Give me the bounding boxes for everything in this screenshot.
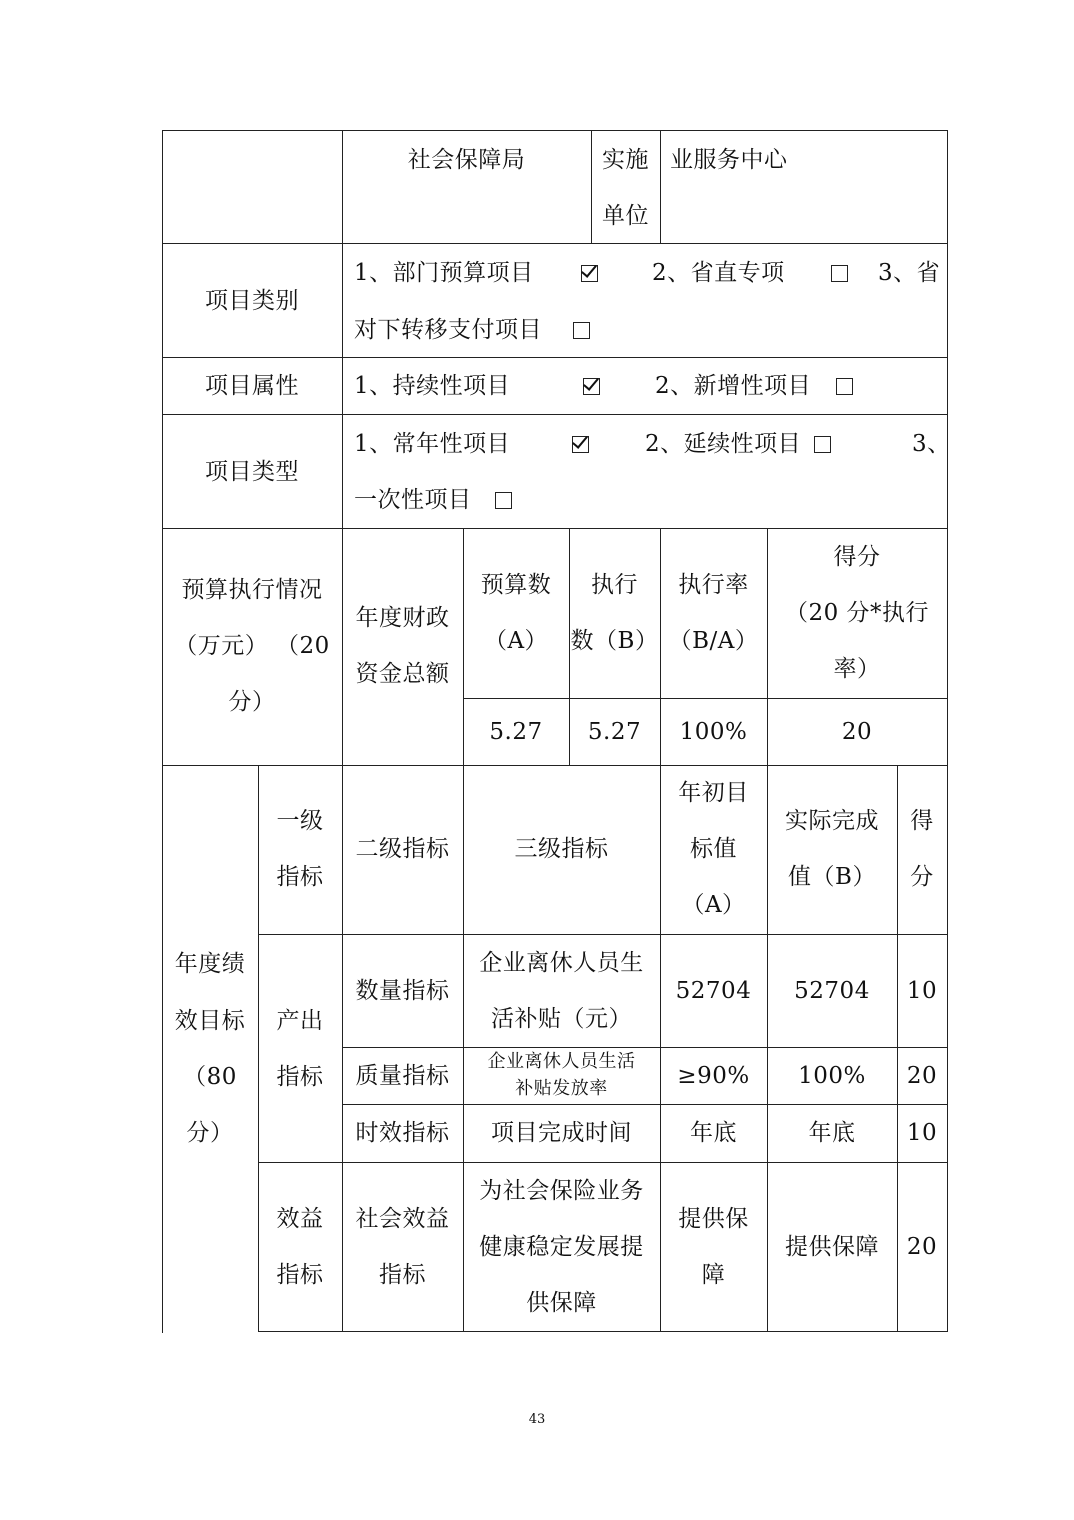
- budget-value-a: 5.27: [489, 719, 543, 745]
- header-actual-line2: 值（B）: [788, 864, 876, 890]
- checkbox-empty-icon: [836, 378, 853, 395]
- project-category-option-1: [354, 259, 534, 287]
- header-actual-line1: 实际完成: [785, 808, 879, 834]
- checkbox-empty-icon: [814, 436, 831, 453]
- performance-label-line2: 效目标: [174, 1008, 246, 1034]
- budget-label-line1: 预算执行情况: [181, 577, 323, 603]
- row-actual: 52704: [794, 978, 870, 1004]
- header-target-line1: 年初目: [678, 780, 749, 806]
- project-category-option-3-part2: 对下转移支付项目: [354, 317, 542, 343]
- benefit-target-line2: 障: [701, 1262, 726, 1288]
- budget-label-line3: 分）: [228, 689, 276, 715]
- output-level1-line2: 指标: [276, 1064, 324, 1090]
- budget-col-score-line2: （20 分*执行: [784, 600, 930, 626]
- budget-col-score-line3: 率）: [833, 656, 881, 682]
- row-actual: 100%: [798, 1063, 866, 1089]
- benefit-score: 20: [906, 1234, 938, 1260]
- benefit-level1-line1: 效益: [276, 1206, 324, 1232]
- row-level2: 质量指标: [355, 1063, 450, 1089]
- header-target-line3: （A）: [681, 892, 746, 918]
- project-type-option-3-part1: 3、: [912, 431, 951, 457]
- checkbox-empty-icon: [573, 322, 590, 339]
- project-attribute-label: 项目属性: [205, 373, 299, 399]
- benefit-level2-line2: 指标: [379, 1262, 426, 1288]
- budget-col-rate-line1: 执行率: [678, 572, 749, 598]
- project-attribute-option-1: 1、持续性项目: [354, 373, 511, 399]
- row-score: 20: [906, 1063, 938, 1089]
- project-type-option-3-part2: 一次性项目: [354, 487, 472, 513]
- budget-value-score: 20: [841, 719, 873, 745]
- benefit-target-line1: 提供保: [678, 1206, 749, 1232]
- budget-value-rate: 100%: [679, 719, 748, 745]
- checkbox-empty-icon: [831, 265, 848, 282]
- header-target-line2: 标值: [690, 836, 737, 862]
- row-level3-line2: 活补贴（元）: [491, 1006, 632, 1032]
- impl-unit-value: 业服务中心: [670, 147, 788, 173]
- project-category-option-3-part1: 3、省: [878, 260, 941, 286]
- output-level1-line1: 产出: [276, 1008, 324, 1034]
- project-category-option-2: 2、省直专项: [652, 260, 785, 286]
- row-score: 10: [906, 1120, 938, 1146]
- header-score-line2: 分: [910, 864, 934, 890]
- row-level3-line2: 补贴发放率: [515, 1078, 608, 1099]
- checkbox-checked-icon: [572, 436, 589, 453]
- header-level2: 二级指标: [355, 836, 450, 862]
- benefit-level1-line2: 指标: [276, 1262, 324, 1288]
- budget-value-b: 5.27: [587, 719, 642, 745]
- impl-unit-label-line1: 实施: [602, 147, 649, 173]
- performance-label-line1: 年度绩: [174, 951, 246, 977]
- row-target: 年底: [690, 1120, 737, 1146]
- budget-total-line2: 资金总额: [355, 661, 450, 687]
- budget-total-line1: 年度财政: [355, 605, 450, 631]
- checkbox-checked-icon: [581, 265, 598, 282]
- project-type-option-2: 2、延续性项目: [645, 431, 802, 457]
- impl-unit-label-line2: 单位: [602, 203, 649, 229]
- header-score-line1: 得: [910, 808, 934, 834]
- department-name: 社会保障局: [407, 147, 526, 173]
- benefit-actual: 提供保障: [785, 1234, 879, 1260]
- benefit-level2-line1: 社会效益: [355, 1206, 450, 1232]
- row-level2: 数量指标: [355, 978, 450, 1004]
- checkbox-checked-icon: [583, 378, 600, 395]
- project-type-option-1: 1、常年性项目: [354, 431, 511, 457]
- project-attribute-option-2: 2、新增性项目: [655, 373, 812, 399]
- header-level1-line1: 一级: [276, 808, 324, 834]
- header-level1-line2: 指标: [276, 864, 324, 890]
- row-target: ≥90%: [677, 1063, 750, 1089]
- row-actual: 年底: [808, 1120, 856, 1146]
- page-number: 43: [528, 1412, 546, 1427]
- row-level3-line1: 企业离休人员生活: [487, 1051, 636, 1072]
- budget-col-rate-line2: （B/A）: [668, 628, 759, 654]
- performance-label-line4: 分）: [186, 1120, 234, 1146]
- header-level3: 三级指标: [514, 836, 609, 862]
- option-label: 1、部门预算项目: [354, 260, 534, 286]
- benefit-level3-line2: 健康稳定发展提: [479, 1234, 644, 1260]
- row-level3-line1: 企业离休人员生: [479, 950, 644, 976]
- budget-col-a-line2: （A）: [483, 628, 549, 654]
- budget-label-line2: （万元） （20: [174, 633, 330, 659]
- row-target: 52704: [675, 978, 752, 1004]
- budget-col-b-line1: 执行: [591, 572, 638, 598]
- budget-col-score-line1: 得分: [833, 544, 881, 570]
- budget-col-a-line1: 预算数: [480, 572, 552, 598]
- project-type-label: 项目类型: [205, 459, 299, 485]
- benefit-level3-line3: 供保障: [526, 1290, 597, 1316]
- checkbox-empty-icon: [495, 492, 512, 509]
- project-category-label: 项目类别: [205, 288, 299, 314]
- benefit-level3-line1: 为社会保险业务: [479, 1178, 644, 1204]
- row-level2: 时效指标: [355, 1120, 450, 1146]
- row-level3: 项目完成时间: [491, 1120, 632, 1146]
- budget-col-b-line2: 数（B）: [570, 628, 659, 654]
- performance-label-line3: （80: [183, 1064, 237, 1090]
- row-score: 10: [906, 978, 938, 1004]
